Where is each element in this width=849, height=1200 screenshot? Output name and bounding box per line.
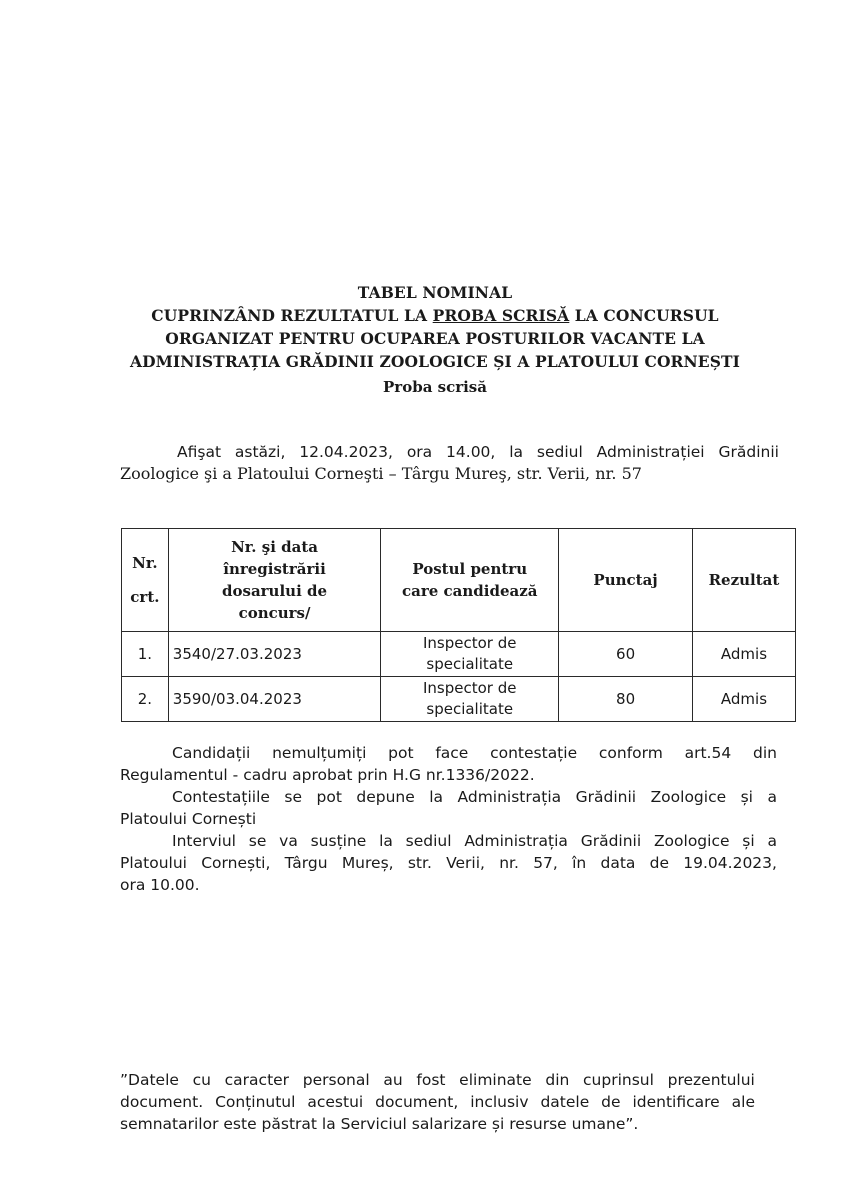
- word: nr.: [499, 854, 519, 872]
- word: Mureș,: [341, 854, 394, 872]
- word: ”Datele: [120, 1071, 179, 1089]
- word: la: [429, 788, 444, 806]
- word: de: [649, 854, 670, 872]
- word: face: [435, 744, 469, 762]
- word: datele: [540, 1093, 590, 1111]
- word: a: [767, 832, 777, 850]
- word: cuprinsul: [583, 1071, 654, 1089]
- word: 57,: [533, 854, 558, 872]
- word: și: [742, 832, 755, 850]
- word: fost: [416, 1071, 446, 1089]
- word: ora: [406, 443, 433, 461]
- row-position-line-2: specialitate: [426, 700, 514, 718]
- word: identificare: [632, 1093, 720, 1111]
- word: Zoologice: [653, 832, 730, 850]
- word: astăzi,: [234, 443, 286, 461]
- word: a: [767, 788, 777, 806]
- submit-note-line-2: Platoului Cornești: [120, 810, 257, 828]
- header-position: Postul pentru care candidează: [381, 529, 559, 632]
- contest-note-line-2: Regulamentul - cadru aprobat prin H.G nr.1336/2022.: [120, 766, 535, 784]
- word: data: [600, 854, 636, 872]
- word: sediul: [536, 443, 583, 461]
- word: contestație: [490, 744, 578, 762]
- interview-note-line-2: [120, 852, 777, 874]
- document-title-line-3: ORGANIZAT PENTRU OCUPAREA POSTURILOR VACANTE LA: [165, 329, 705, 348]
- word: Verii,: [446, 854, 485, 872]
- table-row: [122, 632, 796, 677]
- word: în: [572, 854, 587, 872]
- word: Interviul: [172, 832, 236, 850]
- word: la: [379, 832, 393, 850]
- header-nr-crt: [122, 529, 169, 632]
- document-title-line-2: [100, 304, 770, 327]
- word: Cornești,: [201, 854, 271, 872]
- header-score: Punctaj: [559, 529, 693, 632]
- footer-privacy-line-1: [120, 1069, 755, 1091]
- contest-note-line-1: [172, 742, 777, 764]
- word: din: [752, 744, 777, 762]
- word: Grădinii: [575, 788, 637, 806]
- word: Grădinii: [580, 832, 642, 850]
- word: și: [740, 788, 753, 806]
- header-crt-label: crt.: [130, 588, 160, 606]
- header-nr-spacer: [126, 574, 164, 586]
- posted-notice-line-2: Zoologice şi a Platoului Corneşti – Târgu Mureş, str. Verii, nr. 57: [120, 464, 642, 483]
- document-title: TABEL NOMINAL: [357, 283, 513, 302]
- posted-notice-line-1: [177, 441, 779, 463]
- word: se: [248, 832, 267, 850]
- word: personal: [302, 1071, 370, 1089]
- header-nr-label: Nr.: [132, 554, 158, 572]
- word: Contestațiile: [172, 788, 270, 806]
- word: Platoului: [120, 854, 187, 872]
- title-text-before: CUPRINZÂND REZULTATUL LA: [151, 306, 433, 325]
- row-position: [381, 632, 559, 677]
- word: prezentului: [667, 1071, 755, 1089]
- word: document.: [120, 1093, 204, 1111]
- word: acestui: [307, 1093, 364, 1111]
- results-table: [121, 528, 796, 722]
- word: Grădinii: [718, 443, 779, 461]
- row-score: 80: [559, 677, 693, 722]
- word: cu: [192, 1071, 211, 1089]
- word: de: [601, 1093, 621, 1111]
- row-nr: 1.: [122, 632, 169, 677]
- word: Administrația: [464, 832, 568, 850]
- word: pot: [388, 744, 414, 762]
- row-result: Admis: [692, 632, 795, 677]
- title-text-after: LA CONCURSUL: [569, 306, 719, 325]
- interview-note-line-1: [172, 830, 777, 852]
- word: Candidații: [172, 744, 251, 762]
- word: str.: [407, 854, 432, 872]
- submit-note-line-1: [172, 786, 777, 808]
- exam-stage-subtitle: Proba scrisă: [383, 378, 487, 396]
- word: au: [383, 1071, 403, 1089]
- row-result: Admis: [692, 677, 795, 722]
- word: 12.04.2023,: [299, 443, 393, 461]
- row-registration: 3590/03.04.2023: [168, 677, 380, 722]
- word: Zoologice: [650, 788, 727, 806]
- header-registration: Nr. şi data înregistrării dosarului de concurs/: [168, 529, 380, 632]
- table-header-row: [122, 529, 796, 632]
- word: la: [509, 443, 524, 461]
- word: Conținutul: [215, 1093, 296, 1111]
- word: ale: [731, 1093, 755, 1111]
- word: 14.00,: [446, 443, 496, 461]
- word: Administrației: [596, 443, 705, 461]
- footer-privacy-line-3: semnatarilor este păstrat la Serviciul salarizare și resurse umane”.: [120, 1115, 639, 1133]
- word: caracter: [224, 1071, 290, 1089]
- word: Administrația: [457, 788, 562, 806]
- word: pot: [316, 788, 342, 806]
- row-score: 60: [559, 632, 693, 677]
- document-title-line-4: ADMINISTRAȚIA GRĂDINII ZOOLOGICE ȘI A PLATOULUI CORNEȘTI: [130, 352, 740, 371]
- word: sediul: [405, 832, 452, 850]
- row-registration: 3540/27.03.2023: [168, 632, 380, 677]
- word: Târgu: [284, 854, 328, 872]
- word: art.54: [684, 744, 732, 762]
- table-row: [122, 677, 796, 722]
- row-position-line-1: Inspector de: [423, 634, 517, 652]
- word: din: [545, 1071, 570, 1089]
- word: susține: [310, 832, 367, 850]
- word: inclusiv: [470, 1093, 529, 1111]
- word: Afişat: [177, 443, 222, 461]
- word: se: [284, 788, 303, 806]
- word: eliminate: [459, 1071, 532, 1089]
- interview-note-line-3: ora 10.00.: [120, 876, 200, 894]
- word: nemulțumiți: [272, 744, 367, 762]
- footer-privacy-line-2: [120, 1091, 755, 1113]
- row-position-line-1: Inspector de: [423, 679, 517, 697]
- word: depune: [356, 788, 415, 806]
- word: 19.04.2023,: [683, 854, 777, 872]
- word: document,: [375, 1093, 459, 1111]
- title-underlined-phrase: PROBA SCRISĂ: [432, 306, 570, 325]
- word: va: [279, 832, 298, 850]
- row-nr: 2.: [122, 677, 169, 722]
- row-position: [381, 677, 559, 722]
- word: conform: [598, 744, 663, 762]
- header-result: Rezultat: [692, 529, 795, 632]
- row-position-line-2: specialitate: [426, 655, 514, 673]
